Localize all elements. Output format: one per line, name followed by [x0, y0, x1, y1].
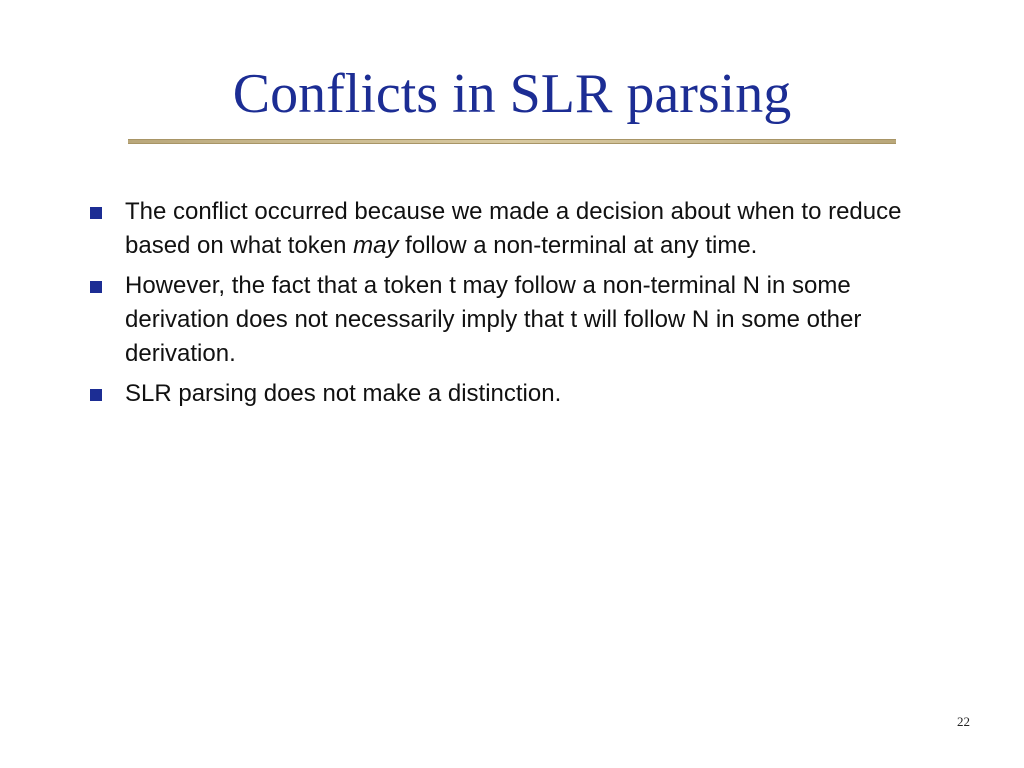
page-number: 22: [957, 714, 970, 729]
square-bullet-icon: [90, 207, 102, 219]
bullet-item: [90, 195, 950, 263]
bullet-list: [90, 195, 950, 417]
bullet-emphasis: may: [353, 232, 399, 259]
square-bullet-icon: [90, 281, 102, 293]
slide-title: Conflicts in SLR parsing: [232, 63, 792, 125]
bullet-text-part: The conflict occurred because we made a decision about when to reduce based on what token: [125, 198, 902, 259]
bullet-text-part: follow a non-terminal at any time.: [398, 232, 758, 259]
bullet-text: SLR parsing does not make a distinction.: [125, 380, 562, 407]
bullet-text: However, the fact that a token t may follow a non-terminal N in some derivation does not necessarily imply that t will follow N in some other derivation.: [125, 272, 862, 367]
bullet-text: [125, 198, 901, 259]
title-underline: [128, 139, 896, 144]
bullet-item: [90, 269, 950, 371]
square-bullet-icon: [90, 389, 102, 401]
bullet-item: [90, 377, 950, 411]
